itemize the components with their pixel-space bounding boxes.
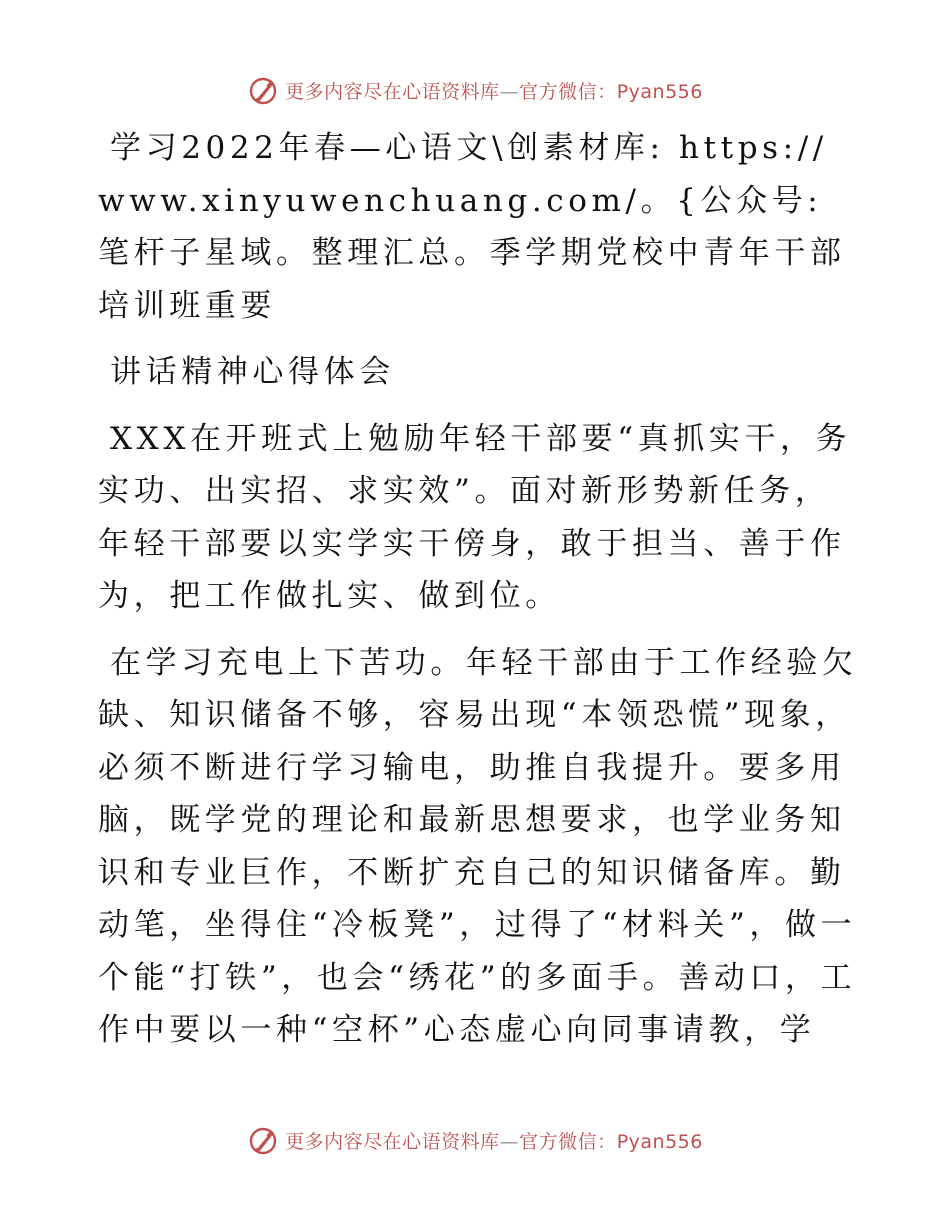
watermark-text bbox=[285, 77, 703, 104]
paragraph-intro: XXX在开班式上勉励年轻干部要“真抓实干，务实功、出实招、求实效”。面对新形势新任务，年轻干部要以实学实干傍身，敢于担当、善于作为，把工作做扎实、做到位。 bbox=[98, 420, 852, 614]
site-text: 更多内容尽在心语资料库 bbox=[285, 80, 500, 103]
wechat-label: 官方微信： bbox=[519, 1130, 617, 1153]
header-watermark-banner bbox=[0, 70, 950, 110]
paragraph-title-line-1: 学习2022年春—心语文\创素材库: https://www.xinyuwenchuang.com/。{公众号: 笔杆子星域。整理汇总。季学期党校中青年干部培训班重要 bbox=[98, 130, 846, 324]
document-body bbox=[98, 122, 858, 1057]
separator: — bbox=[499, 80, 520, 103]
site-text: 更多内容尽在心语资料库 bbox=[285, 1130, 500, 1153]
quill-pen-logo-icon bbox=[247, 74, 279, 106]
paragraph-study: 在学习充电上下苦功。年轻干部由于工作经验欠缺、知识储备不够，容易出现“本领恐慌”现象，必须不断进行学习输电，助推自我提升。要多用脑，既学党的理论和最新思想要求，也学业务知识和专业巨作，不断扩充自己的知识储备库。勤动笔，坐得住“冷板凳”，过得了“材料关”，做一个能“打铁”，也会“绣花”的多面手。善动口，工作中要以一种“空杯”心态虚心向同事请教，学 bbox=[98, 644, 858, 1048]
paragraph-title-line-2: 讲话精神心得体会 bbox=[110, 354, 395, 390]
footer-watermark-banner bbox=[0, 1120, 950, 1160]
wechat-label: 官方微信： bbox=[519, 80, 617, 103]
quill-pen-logo-icon bbox=[247, 1124, 279, 1156]
separator: — bbox=[499, 1130, 520, 1153]
watermark-text bbox=[285, 1127, 703, 1154]
wechat-account: Pyan556 bbox=[616, 80, 703, 103]
wechat-account: Pyan556 bbox=[616, 1130, 703, 1153]
